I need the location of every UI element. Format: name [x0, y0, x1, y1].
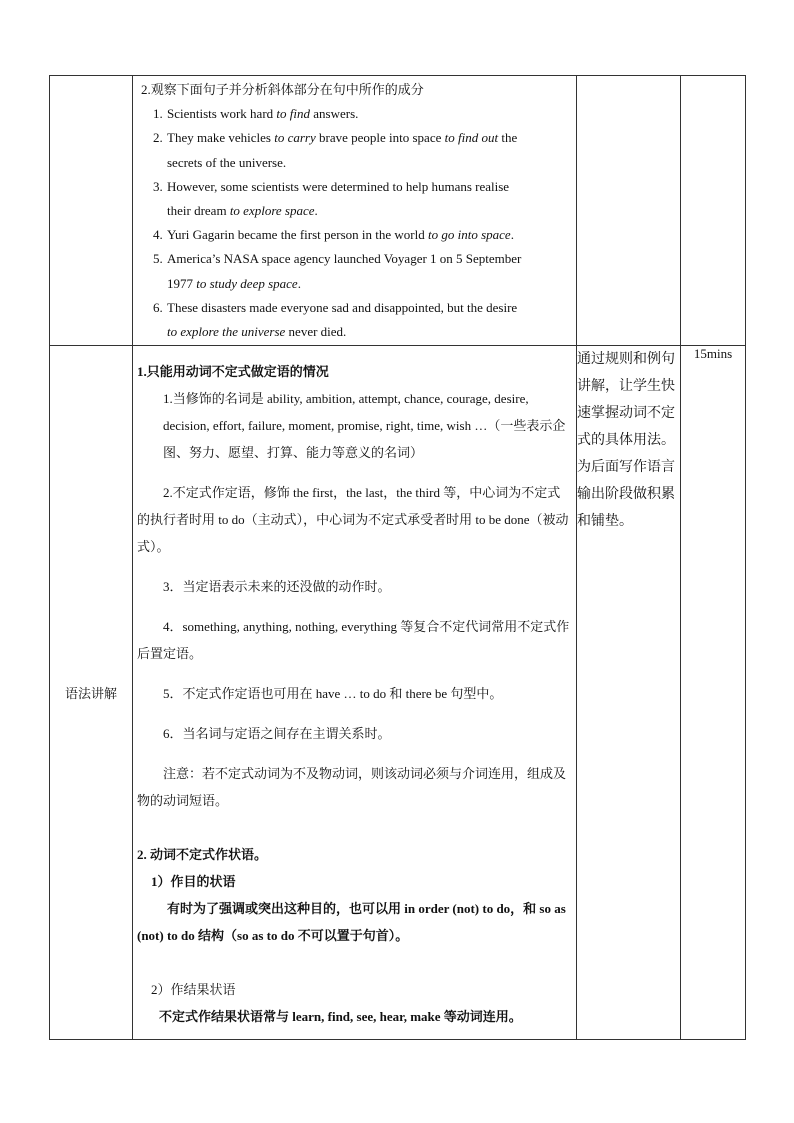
rule-2: 2.不定式作定语，修饰 the first，the last，the third 等，中心词为不定式的执行者时用 to do（主动式），中心词为不定式承受者时用 to be done（被动式）。 — [137, 485, 569, 554]
grammar-cell — [133, 346, 577, 1040]
rule-4: 4．something, anything, nothing, everything 等复合不定代词常用不定式作后置定语。 — [137, 619, 570, 661]
italic-phrase: to explore the universe — [167, 324, 286, 340]
sentence-text: brave people into space — [315, 130, 445, 146]
rule-purpose: 有时为了强调或突出这种目的，也可以用 in order (not) to do，和 so as (not) to do 结构（so as to do 不可以置于句首）。 — [137, 901, 566, 943]
example-sentences — [141, 102, 572, 344]
heading-adverbial: 2. 动词不定式作状语。 — [137, 847, 268, 862]
observe-cell — [133, 76, 577, 346]
time-allocation: 15mins — [681, 346, 746, 1040]
empty-label-cell — [50, 76, 133, 346]
example-sentence-line — [153, 126, 572, 150]
example-number: 4. — [153, 227, 163, 243]
rule-6: 6．当名词与定语之间存在主谓关系时。 — [163, 726, 391, 741]
example-sentence-line — [153, 151, 572, 175]
example-number: 2. — [153, 130, 163, 146]
example-number: 5. — [153, 251, 163, 267]
observe-instruction: 2.观察下面句子并分析斜体部分在句中所作的成分 — [141, 82, 424, 97]
sentence-text: their dream — [167, 203, 230, 219]
observe-row — [50, 76, 746, 346]
italic-phrase: to explore space — [229, 203, 315, 219]
sentence-text: answers. — [310, 106, 359, 122]
italic-phrase: to carry — [274, 130, 316, 146]
rule-1: 1.当修饰的名词是 ability, ambition, attempt, chance, courage, desire, decision, effort, failure, moment, promise, right, time, wish …（一些表示企图、努力、愿望、打算、能力等意义的名词） — [163, 391, 566, 460]
teaching-purpose: 通过规则和例句讲解，让学生快速掌握动词不定式的具体用法。为后面写作语言输出阶段做积累和铺垫。 — [577, 346, 681, 1040]
sentence-text: . — [510, 227, 514, 243]
italic-phrase: to find out — [444, 130, 499, 146]
heading-result: 2）作结果状语 — [151, 982, 236, 997]
rule-note: 注意：若不定式动词为不及物动词，则该动词必须与介词连用，组成及物的动词短语。 — [137, 766, 567, 808]
sentence-text: However, some scientists were determined to help humans realise — [167, 178, 510, 194]
sentence-text: These disasters made everyone sad and disappointed, but the desire — [167, 299, 518, 315]
example-number: 3. — [153, 178, 163, 194]
example-sentence-line — [153, 272, 572, 296]
italic-phrase: to go into space — [428, 227, 511, 243]
rule-result: 不定式作结果状语常与 learn, find, see, hear, make 等动词连用。 — [159, 1009, 522, 1024]
sentence-text: . — [314, 203, 318, 219]
heading-purpose: 1）作目的状语 — [151, 874, 236, 889]
empty-time-cell — [681, 76, 746, 346]
sentence-text: 1977 — [167, 275, 197, 291]
example-sentence-line — [153, 199, 572, 223]
heading-attributive: 1.只能用动词不定式做定语的情况 — [137, 364, 329, 379]
example-number: 1. — [153, 106, 163, 122]
sentence-text: Scientists work hard — [167, 106, 277, 122]
italic-phrase: to study deep space — [196, 275, 298, 291]
example-number: 6. — [153, 299, 163, 315]
lesson-plan-table — [49, 75, 746, 1040]
sentence-text: America’s NASA space agency launched Voyager 1 on 5 September — [167, 251, 522, 267]
rule-3: 3．当定语表示未来的还没做的动作时。 — [163, 579, 391, 594]
sentence-text: Yuri Gagarin became the first person in the world — [167, 227, 429, 243]
example-sentence-line — [153, 223, 572, 247]
sentence-text: the — [498, 130, 518, 146]
sentence-text: They make vehicles — [167, 130, 275, 146]
section-label: 语法讲解 — [50, 346, 133, 1040]
example-sentence-line — [153, 320, 572, 344]
example-sentence-line — [153, 247, 572, 271]
empty-purpose-cell — [577, 76, 681, 346]
sentence-text: secrets of the universe. — [167, 154, 287, 170]
italic-phrase: to find — [276, 106, 310, 122]
grammar-row — [50, 346, 746, 1040]
example-sentence-line — [153, 296, 572, 320]
example-sentence-line — [153, 102, 572, 126]
sentence-text: never died. — [285, 324, 347, 340]
sentence-text: . — [297, 275, 301, 291]
example-sentence-line — [153, 175, 572, 199]
rule-5: 5．不定式作定语也可用在 have … to do 和 there be 句型中。 — [163, 686, 503, 701]
